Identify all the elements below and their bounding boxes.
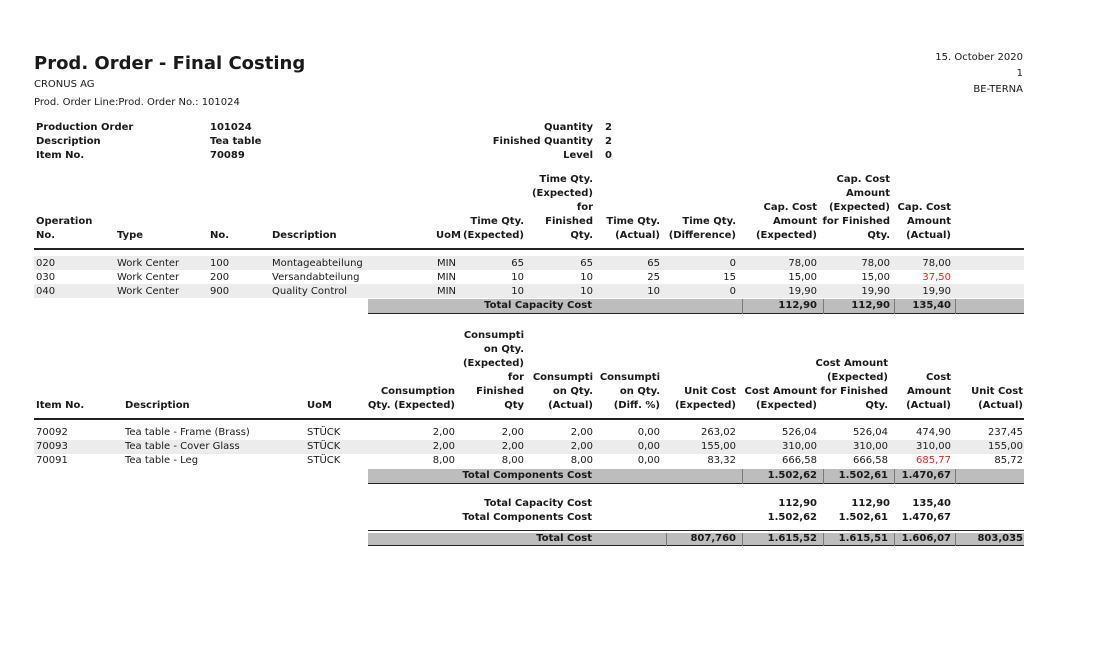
capacity-header-time-difference: (Difference) xyxy=(668,230,736,241)
components-header-cons-finished: Consumpti xyxy=(463,330,524,341)
components-cell-item-no: 70091 xyxy=(36,455,68,466)
components-total-underline xyxy=(368,483,1024,484)
capacity-header-cap-actual: Amount xyxy=(906,216,951,227)
value-production-order: 101024 xyxy=(210,122,252,133)
summary-capacity-finished: 112,90 xyxy=(851,498,890,509)
capacity-header-description: Description xyxy=(272,230,337,241)
capacity-cell-time-actual: 25 xyxy=(647,272,660,283)
components-header-cons-expected: Qty. (Expected) xyxy=(367,400,455,411)
capacity-header-cap-finished: for Finished xyxy=(822,216,890,227)
components-total-expected: 1.502,62 xyxy=(767,470,817,481)
components-header-cost-act: Amount xyxy=(906,386,951,397)
components-cell-qty-finished: 8,00 xyxy=(501,455,524,466)
capacity-cell-type: Work Center xyxy=(117,258,180,269)
capacity-cell-no: 100 xyxy=(210,258,230,269)
capacity-cell-cost-finished: 78,00 xyxy=(861,258,890,269)
total-separator xyxy=(894,469,895,484)
capacity-header-cap-expected: Cap. Cost xyxy=(763,202,817,213)
capacity-header-cap-finished: (Expected) xyxy=(828,202,890,213)
components-cell-cost-actual: 310,00 xyxy=(916,441,951,452)
components-header-cons-finished: Qty xyxy=(504,400,524,411)
capacity-header-time-actual: Time Qty. xyxy=(606,216,660,227)
components-header-cost-fin: (Expected) xyxy=(826,372,888,383)
grand-total-actual: 1.606,07 xyxy=(901,533,951,544)
components-header-item-no: Item No. xyxy=(36,400,85,411)
components-total-finished: 1.502,61 xyxy=(838,470,888,481)
total-separator xyxy=(955,533,956,546)
label-production-order: Production Order xyxy=(36,122,134,133)
capacity-cell-time-finished: 10 xyxy=(580,286,593,297)
value-finished-quantity: 2 xyxy=(605,136,612,147)
components-cell-cost-finished: 526,04 xyxy=(853,427,888,438)
grand-total-label: Total Cost xyxy=(536,533,592,544)
components-cell-qty-diff: 0,00 xyxy=(637,455,660,466)
components-header-unit-cost-act: Unit Cost xyxy=(971,386,1023,397)
capacity-header-time-finished: (Expected) xyxy=(531,188,593,199)
components-header-cons-finished: for xyxy=(507,372,524,383)
components-cell-unit-cost-expected: 83,32 xyxy=(707,455,736,466)
components-cell-uom: STÜCK xyxy=(307,455,341,466)
total-separator xyxy=(894,299,895,314)
capacity-cell-cost-expected: 19,90 xyxy=(788,286,817,297)
capacity-header-cap-expected: (Expected) xyxy=(755,230,817,241)
capacity-cell-type: Work Center xyxy=(117,272,180,283)
components-cell-cost-actual: 474,90 xyxy=(916,427,951,438)
total-separator xyxy=(894,533,895,546)
report-title: Prod. Order - Final Costing xyxy=(34,53,306,74)
components-header-cons-expected: Consumption xyxy=(380,386,455,397)
components-header-cons-actual: (Actual) xyxy=(548,400,593,411)
components-cell-uom: STÜCK xyxy=(307,427,341,438)
capacity-header-cap-actual: Cap. Cost xyxy=(897,202,951,213)
capacity-cell-time-expected: 65 xyxy=(511,258,524,269)
summary-components-label: Total Components Cost xyxy=(462,512,592,523)
capacity-cell-type: Work Center xyxy=(117,286,180,297)
capacity-total-finished: 112,90 xyxy=(851,300,890,311)
components-cell-cost-finished: 310,00 xyxy=(853,441,888,452)
total-separator xyxy=(955,469,956,484)
report-date: 15. October 2020 xyxy=(935,52,1023,63)
capacity-cell-time-finished: 10 xyxy=(580,272,593,283)
label-finished-quantity: Finished Quantity xyxy=(492,136,593,147)
components-header-unit-cost-exp: (Expected) xyxy=(674,400,736,411)
components-header-rule xyxy=(34,418,1024,420)
components-cell-qty-finished: 2,00 xyxy=(501,427,524,438)
components-cell-cost-finished: 666,58 xyxy=(853,455,888,466)
components-header-cost-act: (Actual) xyxy=(906,400,951,411)
capacity-cell-cost-actual: 78,00 xyxy=(922,258,951,269)
capacity-cell-description: Montageabteilung xyxy=(272,258,363,269)
grand-total-expected: 1.615,52 xyxy=(767,533,817,544)
label-quantity: Quantity xyxy=(544,122,593,133)
components-header-description: Description xyxy=(125,400,190,411)
capacity-cell-time-difference: 15 xyxy=(723,272,736,283)
capacity-cell-operation: 030 xyxy=(36,272,56,283)
summary-capacity-actual: 135,40 xyxy=(912,498,951,509)
components-cell-qty-diff: 0,00 xyxy=(637,441,660,452)
capacity-cell-no: 900 xyxy=(210,286,230,297)
components-cell-cost-expected: 310,00 xyxy=(782,441,817,452)
components-header-unit-cost-act: (Actual) xyxy=(978,400,1023,411)
capacity-header-cap-finished: Qty. xyxy=(867,230,890,241)
components-header-cons-finished: (Expected) xyxy=(462,358,524,369)
capacity-header-operation-no: No. xyxy=(36,230,56,241)
capacity-header-operation-no: Operation xyxy=(36,216,93,227)
grand-total-unit-actual: 803,035 xyxy=(977,533,1023,544)
capacity-header-time-finished: for xyxy=(576,202,593,213)
capacity-header-time-actual: (Actual) xyxy=(615,230,660,241)
company-name: CRONUS AG xyxy=(34,79,95,90)
components-header-cons-diff: Consumpti xyxy=(599,372,660,383)
components-cell-qty-expected: 2,00 xyxy=(432,441,455,452)
total-separator xyxy=(823,469,824,484)
capacity-cell-uom: MIN xyxy=(436,272,456,283)
components-cell-uom: STÜCK xyxy=(307,441,341,452)
capacity-header-cap-finished: Amount xyxy=(845,188,890,199)
grand-total-finished: 1.615,51 xyxy=(838,533,888,544)
summary-components-actual: 1.470,67 xyxy=(901,512,951,523)
components-header-cost-fin: for Finished xyxy=(820,386,888,397)
total-separator xyxy=(823,533,824,546)
capacity-header-no: No. xyxy=(210,230,230,241)
capacity-cell-uom: MIN xyxy=(436,286,456,297)
total-separator xyxy=(742,469,743,484)
capacity-cell-operation: 020 xyxy=(36,258,56,269)
components-cell-cost-expected: 666,58 xyxy=(782,455,817,466)
capacity-cell-operation: 040 xyxy=(36,286,56,297)
capacity-header-time-finished: Qty. xyxy=(570,230,593,241)
components-header-cons-actual: on Qty. xyxy=(552,386,593,397)
capacity-cell-time-actual: 65 xyxy=(647,258,660,269)
capacity-cell-time-actual: 10 xyxy=(647,286,660,297)
label-level: Level xyxy=(563,150,593,161)
components-header-cost-exp: Cost Amount xyxy=(744,386,817,397)
label-description: Description xyxy=(36,136,101,147)
page-number: 1 xyxy=(1016,68,1023,79)
capacity-header-cap-expected: Amount xyxy=(772,216,817,227)
components-cell-description: Tea table - Leg xyxy=(125,455,199,466)
components-cell-qty-actual: 2,00 xyxy=(570,427,593,438)
capacity-header-uom: UoM xyxy=(436,230,461,241)
components-cell-unit-cost-actual: 237,45 xyxy=(988,427,1023,438)
grand-total-unit-expected: 807,760 xyxy=(690,533,736,544)
grand-total-overline xyxy=(368,530,1024,531)
label-item-no: Item No. xyxy=(36,150,85,161)
capacity-total-label: Total Capacity Cost xyxy=(484,300,592,311)
components-cell-qty-expected: 2,00 xyxy=(432,427,455,438)
capacity-header-time-expected: Time Qty. xyxy=(470,216,524,227)
components-header-unit-cost-exp: Unit Cost xyxy=(684,386,736,397)
value-item-no: 70089 xyxy=(210,150,245,161)
components-header-cons-diff: (Diff. %) xyxy=(613,400,660,411)
capacity-cell-cost-actual: 37,50 xyxy=(922,272,951,283)
total-separator xyxy=(742,299,743,314)
capacity-cell-description: Versandabteilung xyxy=(272,272,360,283)
total-separator xyxy=(823,299,824,314)
capacity-cell-cost-actual: 19,90 xyxy=(922,286,951,297)
capacity-cell-description: Quality Control xyxy=(272,286,348,297)
capacity-header-type: Type xyxy=(117,230,144,241)
components-total-label: Total Components Cost xyxy=(462,470,592,481)
summary-capacity-expected: 112,90 xyxy=(778,498,817,509)
components-cell-item-no: 70093 xyxy=(36,441,68,452)
capacity-cell-time-difference: 0 xyxy=(729,258,736,269)
value-level: 0 xyxy=(605,150,612,161)
components-header-cons-finished: Finished xyxy=(476,386,524,397)
components-cell-qty-expected: 8,00 xyxy=(432,455,455,466)
components-header-cons-diff: on Qty. xyxy=(619,386,660,397)
capacity-cell-cost-expected: 78,00 xyxy=(788,258,817,269)
capacity-total-underline xyxy=(368,313,1024,314)
components-cell-description: Tea table - Cover Glass xyxy=(125,441,240,452)
value-description: Tea table xyxy=(210,136,262,147)
capacity-header-time-finished: Time Qty. xyxy=(539,174,593,185)
components-cell-unit-cost-actual: 85,72 xyxy=(994,455,1023,466)
value-quantity: 2 xyxy=(605,122,612,133)
components-cell-qty-finished: 2,00 xyxy=(501,441,524,452)
components-cell-qty-actual: 2,00 xyxy=(570,441,593,452)
total-separator xyxy=(955,299,956,314)
components-cell-cost-actual: 685,77 xyxy=(916,455,951,466)
components-header-cost-fin: Cost Amount xyxy=(815,358,888,369)
components-header-cost-exp: (Expected) xyxy=(755,400,817,411)
total-separator xyxy=(742,533,743,546)
capacity-cell-time-finished: 65 xyxy=(580,258,593,269)
capacity-header-time-finished: Finished xyxy=(545,216,593,227)
capacity-header-rule xyxy=(34,248,1024,250)
capacity-cell-cost-finished: 15,00 xyxy=(861,272,890,283)
components-header-cons-finished: on Qty. xyxy=(483,344,524,355)
capacity-header-time-expected: (Expected) xyxy=(462,230,524,241)
capacity-total-expected: 112,90 xyxy=(778,300,817,311)
components-cell-qty-actual: 8,00 xyxy=(570,455,593,466)
components-cell-unit-cost-expected: 155,00 xyxy=(701,441,736,452)
components-header-cost-act: Cost xyxy=(926,372,951,383)
components-total-actual: 1.470,67 xyxy=(901,470,951,481)
components-cell-description: Tea table - Frame (Brass) xyxy=(125,427,250,438)
components-header-uom: UoM xyxy=(307,400,332,411)
summary-components-finished: 1.502,61 xyxy=(838,512,888,523)
components-cell-qty-diff: 0,00 xyxy=(637,427,660,438)
summary-components-expected: 1.502,62 xyxy=(767,512,817,523)
total-separator xyxy=(666,533,667,546)
capacity-cell-cost-finished: 19,90 xyxy=(861,286,890,297)
capacity-header-cap-actual: (Actual) xyxy=(906,230,951,241)
capacity-cell-time-difference: 0 xyxy=(729,286,736,297)
components-cell-unit-cost-actual: 155,00 xyxy=(988,441,1023,452)
components-header-cost-fin: Qty. xyxy=(865,400,888,411)
capacity-cell-cost-expected: 15,00 xyxy=(788,272,817,283)
capacity-cell-time-expected: 10 xyxy=(511,272,524,283)
components-header-cons-actual: Consumpti xyxy=(532,372,593,383)
capacity-header-time-difference: Time Qty. xyxy=(682,216,736,227)
capacity-total-actual: 135,40 xyxy=(912,300,951,311)
components-cell-cost-expected: 526,04 xyxy=(782,427,817,438)
user-id: BE-TERNA xyxy=(973,84,1023,95)
components-cell-item-no: 70092 xyxy=(36,427,68,438)
capacity-cell-time-expected: 10 xyxy=(511,286,524,297)
capacity-cell-no: 200 xyxy=(210,272,230,283)
summary-capacity-label: Total Capacity Cost xyxy=(484,498,592,509)
report-filter: Prod. Order Line:Prod. Order No.: 101024 xyxy=(34,97,240,108)
capacity-header-cap-finished: Cap. Cost xyxy=(836,174,890,185)
components-cell-unit-cost-expected: 263,02 xyxy=(701,427,736,438)
capacity-cell-uom: MIN xyxy=(436,258,456,269)
